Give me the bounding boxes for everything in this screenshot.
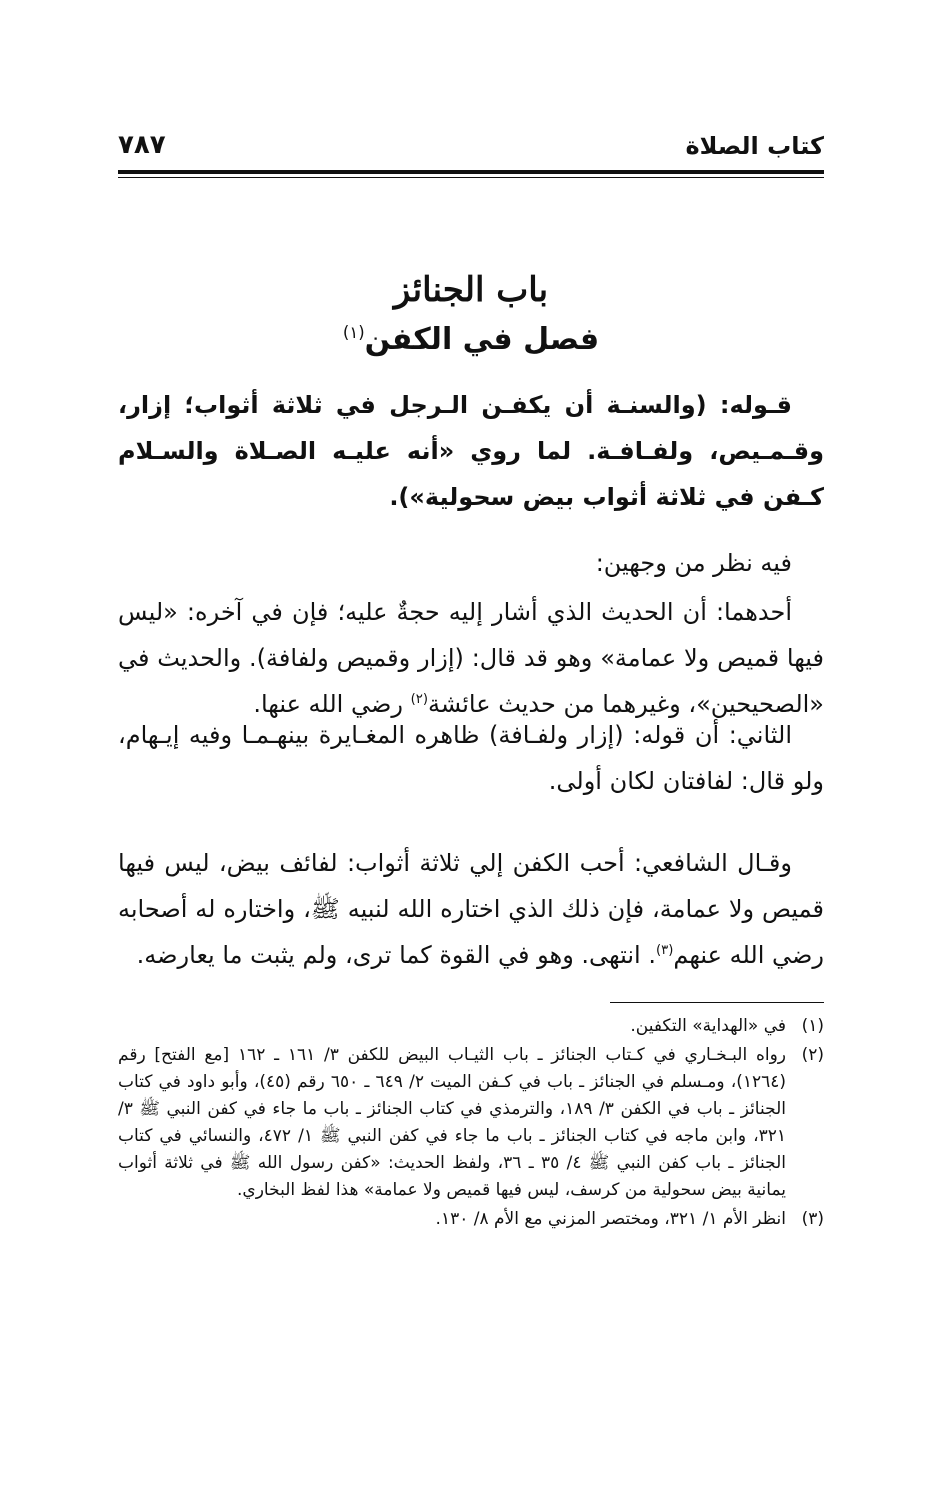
paragraph-quote: قـوله: (والسنـة أن يكفـن الـرجل في ثلاثة أثواب؛ إزار، وقـمـيص، ولفـافـة. لما روي «أنه عليـه الصـلاة والسـلام كـفن في ثلاثة أثواب بيض سحولية»). <box>118 391 824 511</box>
running-title: كتاب الصلاة <box>685 132 824 160</box>
paragraph-two-views: فيه نظر من وجهين: <box>595 549 792 577</box>
footnote-ref-1: (١) <box>342 323 365 342</box>
footnote-number: (٢) <box>801 1045 824 1065</box>
header-rule-thick <box>118 170 824 174</box>
paragraph-first-view <box>118 589 824 727</box>
paragraph-shafii-end: . انتهى. وهو في القوة كما ترى، ولم يثبت ما يعارضه. <box>136 941 656 969</box>
paragraph-shafii <box>118 840 824 978</box>
footnote-text: رواه البـخـاري في كـتاب الجنائز ـ باب الثيـاب البيض للكفن ٣/ ١٦١ ـ ١٦٢ [مع الفتح] رقم (١٢٦٤)، ومـسلم في الجنائز ـ باب في كـفن الميت ٢/ ٦٤٩ ـ ٦٥٠ رقم (٤٥)، وأبو داود في كتاب الجنائز ـ باب في الكفن ٣/ ١٨٩، والترمذي في كتاب الجنائز ـ باب ما جاء في كفن النبي ﷺ ٣/ ٣٢١، وابن ماجه في كتاب الجنائز ـ باب ما جاء في كفن النبي ﷺ ١/ ٤٧٢، والنسائي في كتاب الجنائز ـ باب كفن النبي ﷺ ٤/ ٣٥ ـ ٣٦، ولفظ الحديث: «كفن رسول الله ﷺ في ثلاثة أثواب يمانية بيض سحولية من كرسف، ليس فيها قميص ولا عمامة» هذا لفظ البخاري. <box>118 1045 786 1200</box>
header-rule-thin <box>118 177 824 178</box>
page-number: ٧٨٧ <box>118 130 166 160</box>
footnote-number: (١) <box>801 1016 824 1036</box>
footnote-separator <box>610 1002 824 1003</box>
footnote-3 <box>118 1206 824 1233</box>
paragraph-shafii-text: وقـال الشافعي: أحب الكفن إلي ثلاثة أثواب: لفائف بيض، ليس فيها قميص ولا عمامة، فإن ذلك الذي اختاره الله لنبيه ﷺ، واختاره له أصحابه رضي الله عنهم <box>118 849 824 969</box>
footnote-text: انظر الأم ١/ ٣٢١، ومختصر المزني مع الأم ٨/ ١٣٠. <box>435 1209 786 1229</box>
footnotes <box>118 1013 824 1235</box>
footnote-text: في «الهداية» التكفين. <box>630 1016 786 1036</box>
section-title <box>118 322 824 357</box>
footnote-2 <box>118 1042 824 1204</box>
footnote-ref-3: (٣) <box>655 943 674 958</box>
chapter-title: باب الجنائز <box>393 270 549 310</box>
page-header <box>118 128 824 168</box>
paragraph-first-view-text: أحدهما: أن الحديث الذي أشار إليه حجةٌ عليه؛ فإن في آخره: «ليس فيها قميص ولا عمامة» وهو قد قال: (إزار وقميص ولفافة). والحديث في «الصحيحين»، وغيرهما من حديث عائشة <box>118 598 824 718</box>
paragraph-second-view: الثاني: أن قوله: (إزار ولفـافة) ظاهره المغـايرة بينهـمـا وفيه إيـهام، ولو قال: لفافتان لكان أولى. <box>118 721 824 795</box>
section-title-text: فصل في الكفن <box>364 322 600 357</box>
footnote-number: (٣) <box>801 1209 824 1229</box>
footnote-1 <box>118 1013 824 1040</box>
footnote-ref-2: (٢) <box>410 692 428 707</box>
paragraph-first-view-end: رضي الله عنها. <box>253 690 411 718</box>
